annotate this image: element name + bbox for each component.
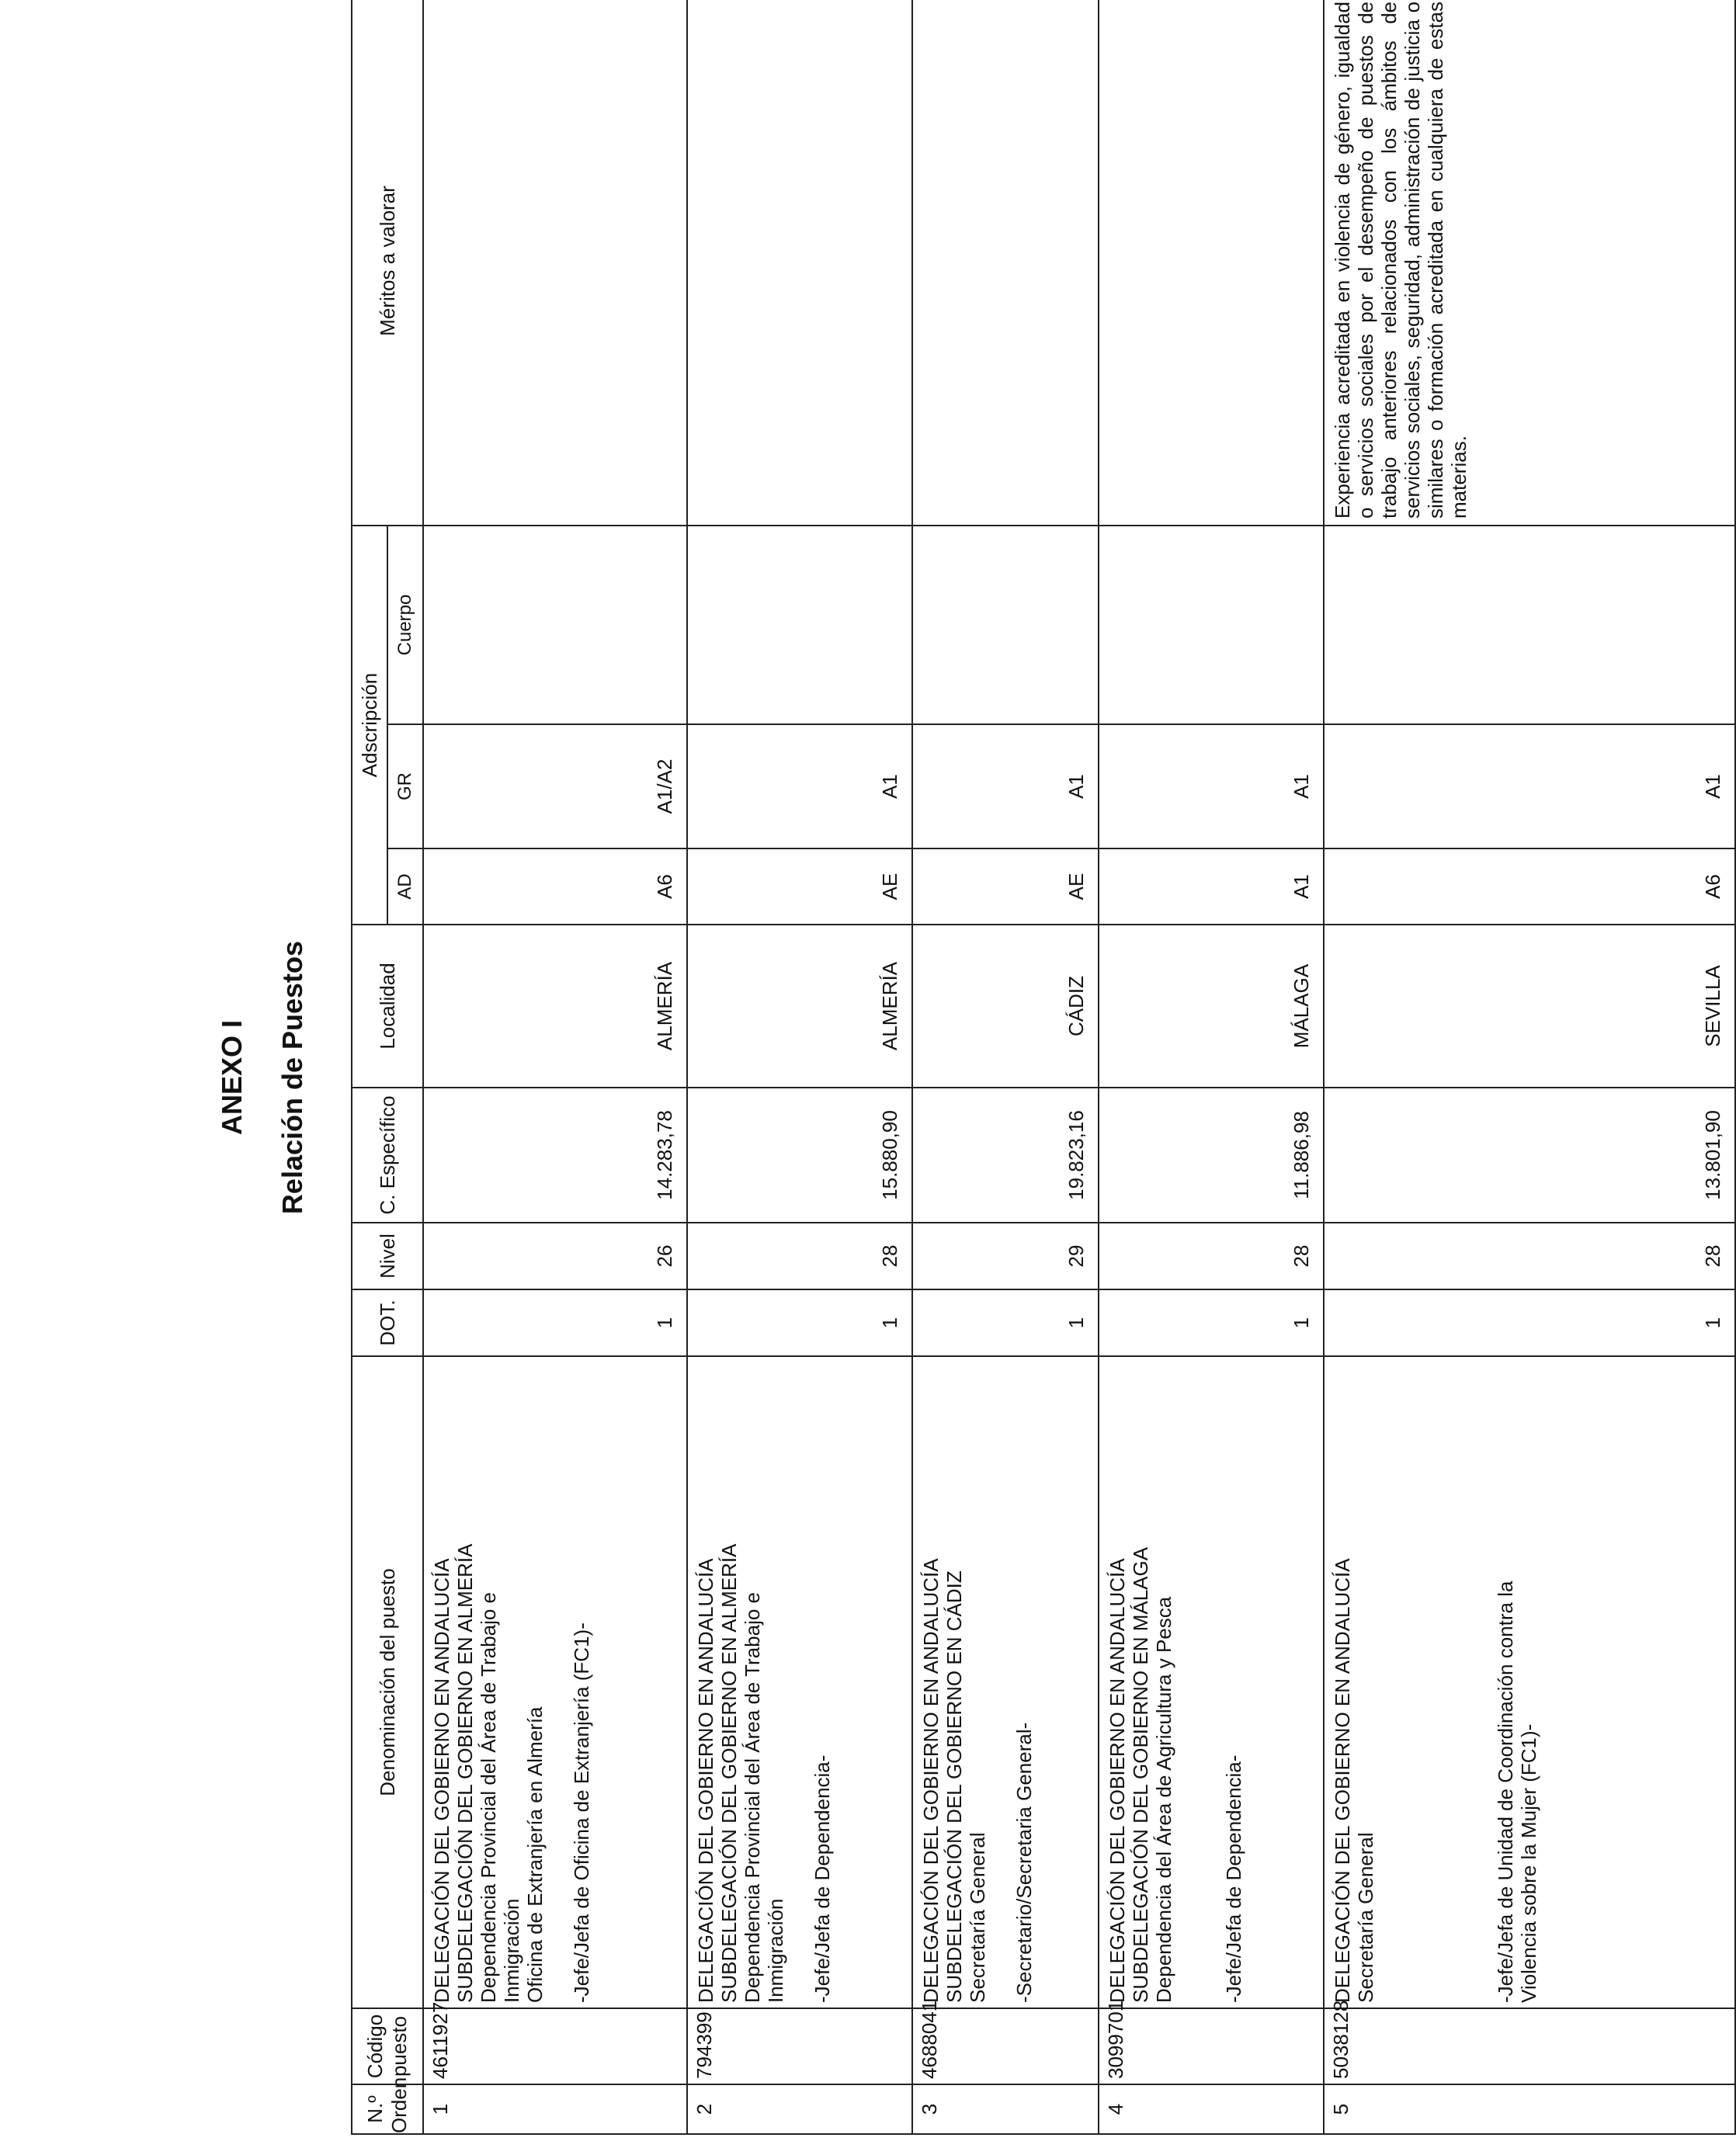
row-orden: 1 [423,2084,687,2134]
header-localidad: Localidad [352,925,423,1088]
denominacion-line: Dependencia Provincial del Área de Trabajo e [477,1591,500,2003]
denominacion-line: Dependencia del Área de Agricultura y Pesca [1152,1596,1175,2003]
row-dot: 1 [1324,1289,1735,1356]
header-cuerpo: Cuerpo [387,526,423,724]
row-denominacion [687,1356,912,2008]
row-gr: A1 [1099,724,1324,848]
row-cuerpo [687,526,912,724]
header-nivel: Nivel [352,1223,423,1289]
row-denominacion [1324,1356,1735,2008]
row-codigo: 794399 [687,2008,912,2084]
denominacion-line [787,1363,811,2003]
row-especifico: 11.886,98 [1099,1088,1324,1223]
row-codigo: 4611927 [423,2008,687,2084]
row-ad: A6 [423,848,687,925]
row-meritos [423,0,687,526]
denominacion-line [1377,1363,1401,2003]
row-nivel: 29 [912,1223,1099,1289]
row-nivel: 28 [687,1223,912,1289]
row-dot: 1 [912,1289,1099,1356]
row-gr: A1 [1324,724,1735,848]
row-meritos [1099,0,1324,526]
row-especifico: 19.823,16 [912,1088,1099,1223]
row-codigo: 4688041 [912,2008,1099,2084]
table-row [423,0,687,2134]
row-ad: A1 [1099,848,1324,925]
row-nivel: 28 [1099,1223,1324,1289]
row-gr: A1 [687,724,912,848]
denominacion-line: DELEGACIÓN DEL GOBIERNO EN ANDALUCÍA [919,1558,943,2003]
row-especifico: 14.283,78 [423,1088,687,1223]
denominacion-line: -Jefe/Jefa de Dependencia- [1222,1754,1245,2003]
denominacion-line [1401,1363,1424,2003]
row-ad: AE [687,848,912,925]
row-meritos [912,0,1099,526]
row-denominacion [423,1356,687,2008]
annex-subtitle: Relación de Puestos [276,940,308,1215]
table-row [687,0,912,2134]
denominacion-line [1424,1363,1447,2003]
row-codigo: 5038128 [1324,2008,1735,2084]
header-denominacion: Denominación del puesto [352,1356,423,2008]
row-cuerpo [1324,526,1735,724]
denominacion-line: DELEGACIÓN DEL GOBIERNO EN ANDALUCÍA [430,1558,453,2003]
row-dot: 1 [423,1289,687,1356]
denominacion-line [547,1363,570,2003]
table-row [1324,0,1735,2134]
row-ad: A6 [1324,848,1735,925]
denominacion-line: -Jefe/Jefa de Unidad de Coordinación contra la [1494,1581,1517,2003]
header-especifico: C. Específico [352,1088,423,1223]
denominacion-line: DELEGACIÓN DEL GOBIERNO EN ANDALUCÍA [694,1558,717,2003]
table-row [912,0,1099,2134]
denominacion-line: SUBDELEGACIÓN DEL GOBIERNO EN ALMERÍA [717,1543,741,2003]
denominacion-line [1175,1363,1199,2003]
table-header-row [352,0,387,2134]
row-localidad: ALMERÍA [687,925,912,1088]
denominacion-line: Inmigración [500,1898,523,2003]
row-localidad: SEVILLA [1324,925,1735,1088]
header-ad: AD [387,848,423,925]
table-row [1099,0,1324,2134]
row-localidad: ALMERÍA [423,925,687,1088]
row-dot: 1 [1099,1289,1324,1356]
denominacion-line: Inmigración [764,1898,787,2003]
row-orden: 2 [687,2084,912,2134]
header-dot: DOT. [352,1289,423,1356]
row-meritos: Experiencia acreditada en violencia de género, igualdad o servicios sociales por el desempeño de puestos de trabajo anteriores relacionados con los ámbitos de servicios sociales, seguridad, administración de justicia o similares o formación acreditada en cualquiera de estas materias. [1324,0,1735,526]
row-cuerpo [423,526,687,724]
row-nivel: 28 [1324,1223,1735,1289]
row-ad: AE [912,848,1099,925]
row-cuerpo [1099,526,1324,724]
row-meritos [687,0,912,526]
row-orden: 5 [1324,2084,1735,2134]
row-denominacion [912,1356,1099,2008]
row-orden: 3 [912,2084,1099,2134]
denominacion-line: Secretaría General [1354,1832,1377,2003]
denominacion-line: Secretaría General [966,1832,989,2003]
positions-table [351,0,1736,2135]
denominacion-line [1199,1363,1222,2003]
header-codigo: Código puesto [352,2008,423,2084]
header-adscripcion: Adscripción [352,526,387,925]
denominacion-line: Dependencia Provincial del Área de Trabajo e [741,1591,764,2003]
denominacion-line: -Secretario/Secretaria General- [1012,1722,1036,2003]
denominacion-line: SUBDELEGACIÓN DEL GOBIERNO EN CÁDIZ [943,1570,966,2003]
row-especifico: 13.801,90 [1324,1088,1735,1223]
row-codigo: 3099701 [1099,2008,1324,2084]
row-gr: A1 [912,724,1099,848]
denominacion-line [1447,1363,1470,2003]
header-gr: GR [387,724,423,848]
denominacion-line: SUBDELEGACIÓN DEL GOBIERNO EN MÁLAGA [1129,1546,1152,2003]
row-dot: 1 [687,1289,912,1356]
annex-title: ANEXO I [216,1019,248,1136]
header-meritos: Méritos a valorar [352,0,423,526]
table-body [423,0,1735,2134]
denominacion-line: Oficina de Extranjería en Almería [523,1706,547,2003]
row-localidad: MÁLAGA [1099,925,1324,1088]
denominacion-line [989,1363,1012,2003]
row-especifico: 15.880,90 [687,1088,912,1223]
row-nivel: 26 [423,1223,687,1289]
denominacion-line [1470,1363,1494,2003]
denominacion-line: DELEGACIÓN DEL GOBIERNO EN ANDALUCÍA [1331,1558,1354,2003]
denominacion-line: Violencia sobre la Mujer (FC1)- [1517,1723,1540,2003]
row-orden: 4 [1099,2084,1324,2134]
denominacion-line: -Jefe/Jefa de Dependencia- [811,1754,834,2003]
denominacion-line: DELEGACIÓN DEL GOBIERNO EN ANDALUCÍA [1106,1558,1129,2003]
header-orden: N.º Orden [352,2084,423,2134]
row-denominacion [1099,1356,1324,2008]
row-gr: A1/A2 [423,724,687,848]
row-cuerpo [912,526,1099,724]
row-localidad: CÁDIZ [912,925,1099,1088]
denominacion-line: -Jefe/Jefa de Oficina de Extranjería (FC1)- [570,1622,593,2003]
denominacion-line: SUBDELEGACIÓN DEL GOBIERNO EN ALMERÍA [453,1543,477,2003]
